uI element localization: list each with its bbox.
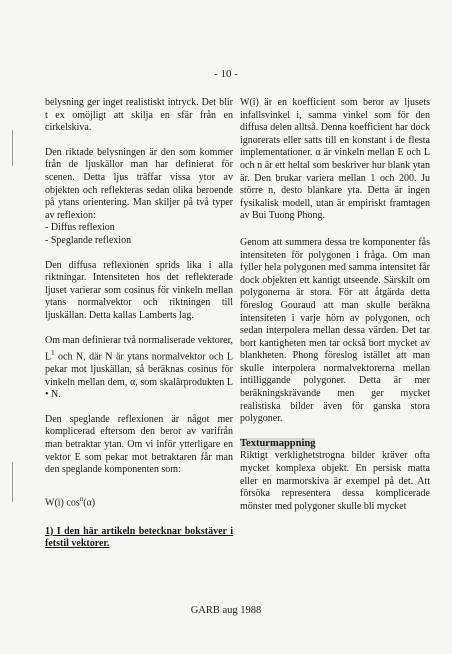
paragraph: belysning ger inget realistiskt intryck. Det blir t ex omöjligt att skilja en sfär från en cirkelskiva. [45,97,233,134]
text: Om man definierar två normaliserade vektorer, L [45,334,233,363]
page-number: - 10 - [214,68,238,80]
paragraph: Riktigt verklighetstrogna bilder kräver ofta mycket komplexa objekt. En persisk matta eller en marmorskiva är exempel på det. Att försöka representera dessa komplicerade mönster med polygoner skulle bli mycket [240,450,430,512]
left-column [45,97,233,551]
formula [45,493,233,510]
paragraph: Den speglande reflexionen är något mer komplicerad eftersom den beror av varifrån man betraktar ytan. Om vi inför ytterligare en vektor E som pekar mot betraktaren får man den speglande komponenten som: [45,413,233,476]
text: och N, där N är ytans normalvektor och L pekar mot ljuskällan, så beräknas cosinus för vinkeln mellan dem, α, som skalärprodukten L • N. [45,351,233,401]
paragraph: Den diffusa reflexionen sprids lika i alla riktningar. Intensiteten hos det reflekterade ljuset varierar som cosinus för vinkeln mellan ytans normalvektor och riktningen till ljuskällan. Detta kallas Lamberts lag. [45,259,233,321]
list-item: - Diffus reflexion [45,222,115,234]
section-heading: Texturmappning [240,437,316,449]
right-column [240,97,430,513]
superscript: n [79,494,84,503]
page-footer: GARB aug 1988 [190,605,262,616]
superscript: 1 [51,349,55,358]
footnote: 1) I den här artikeln betecknar bokstäver i fetstil vektorer. [45,525,233,550]
list-item: - Speglande reflexion [45,234,132,246]
paragraph: Den riktade belysningen är den som kommer från de ljuskällor man har definierat för scenen. Detta ljus träffar vissa ytor av objekten och reflekteras sedan olika beroende på ytans orientering. Man skiljer på två typer av reflexion: [45,146,233,221]
margin-mark [12,462,13,502]
text: W(i) cos [45,497,80,509]
text: (α) [83,497,96,509]
paragraph: Genom att summera dessa tre komponenter fås intensiteten för polygonen i fråga. Om man fyller hela polygonen med samma intensitet får dock objekten ett kantigt utseende. Särskilt om polygonerna är stora. För att åtgärda detta föreslog Gouraud att man skulle beräkna intensiteten i varje hörn av polygonen, och sedan interpolera mellan dessa värden. Det tar bort kantigheten men tar också bort mycket av blankheten. Phong föreslog istället att man skulle interpolera normalvektorerna mellan intilliggande polygoner. Detta är mer beräkningskrävande men ger mycket realistiska bilder även för ganska stora polygoner. [240,236,430,425]
paragraph [45,335,233,402]
margin-mark [12,130,13,166]
paragraph: W(i) är en koefficient som beror av ljusets infallsvinkel i, samma vinkel som för den diffusa delen alltså. Denna koefficient har dock ignorerats eller satts till en konstant i de flesta implementationer. α är vinkeln mellan E och L och n är ett heltal som beskriver hur blank ytan är. Den brukar variera mellan 1 och 200. Ju större n, desto blankare yta. Detta är ingen fysikalisk modell, utan är empiriskt framtagen av Bui Tuong Phong. [240,97,430,222]
